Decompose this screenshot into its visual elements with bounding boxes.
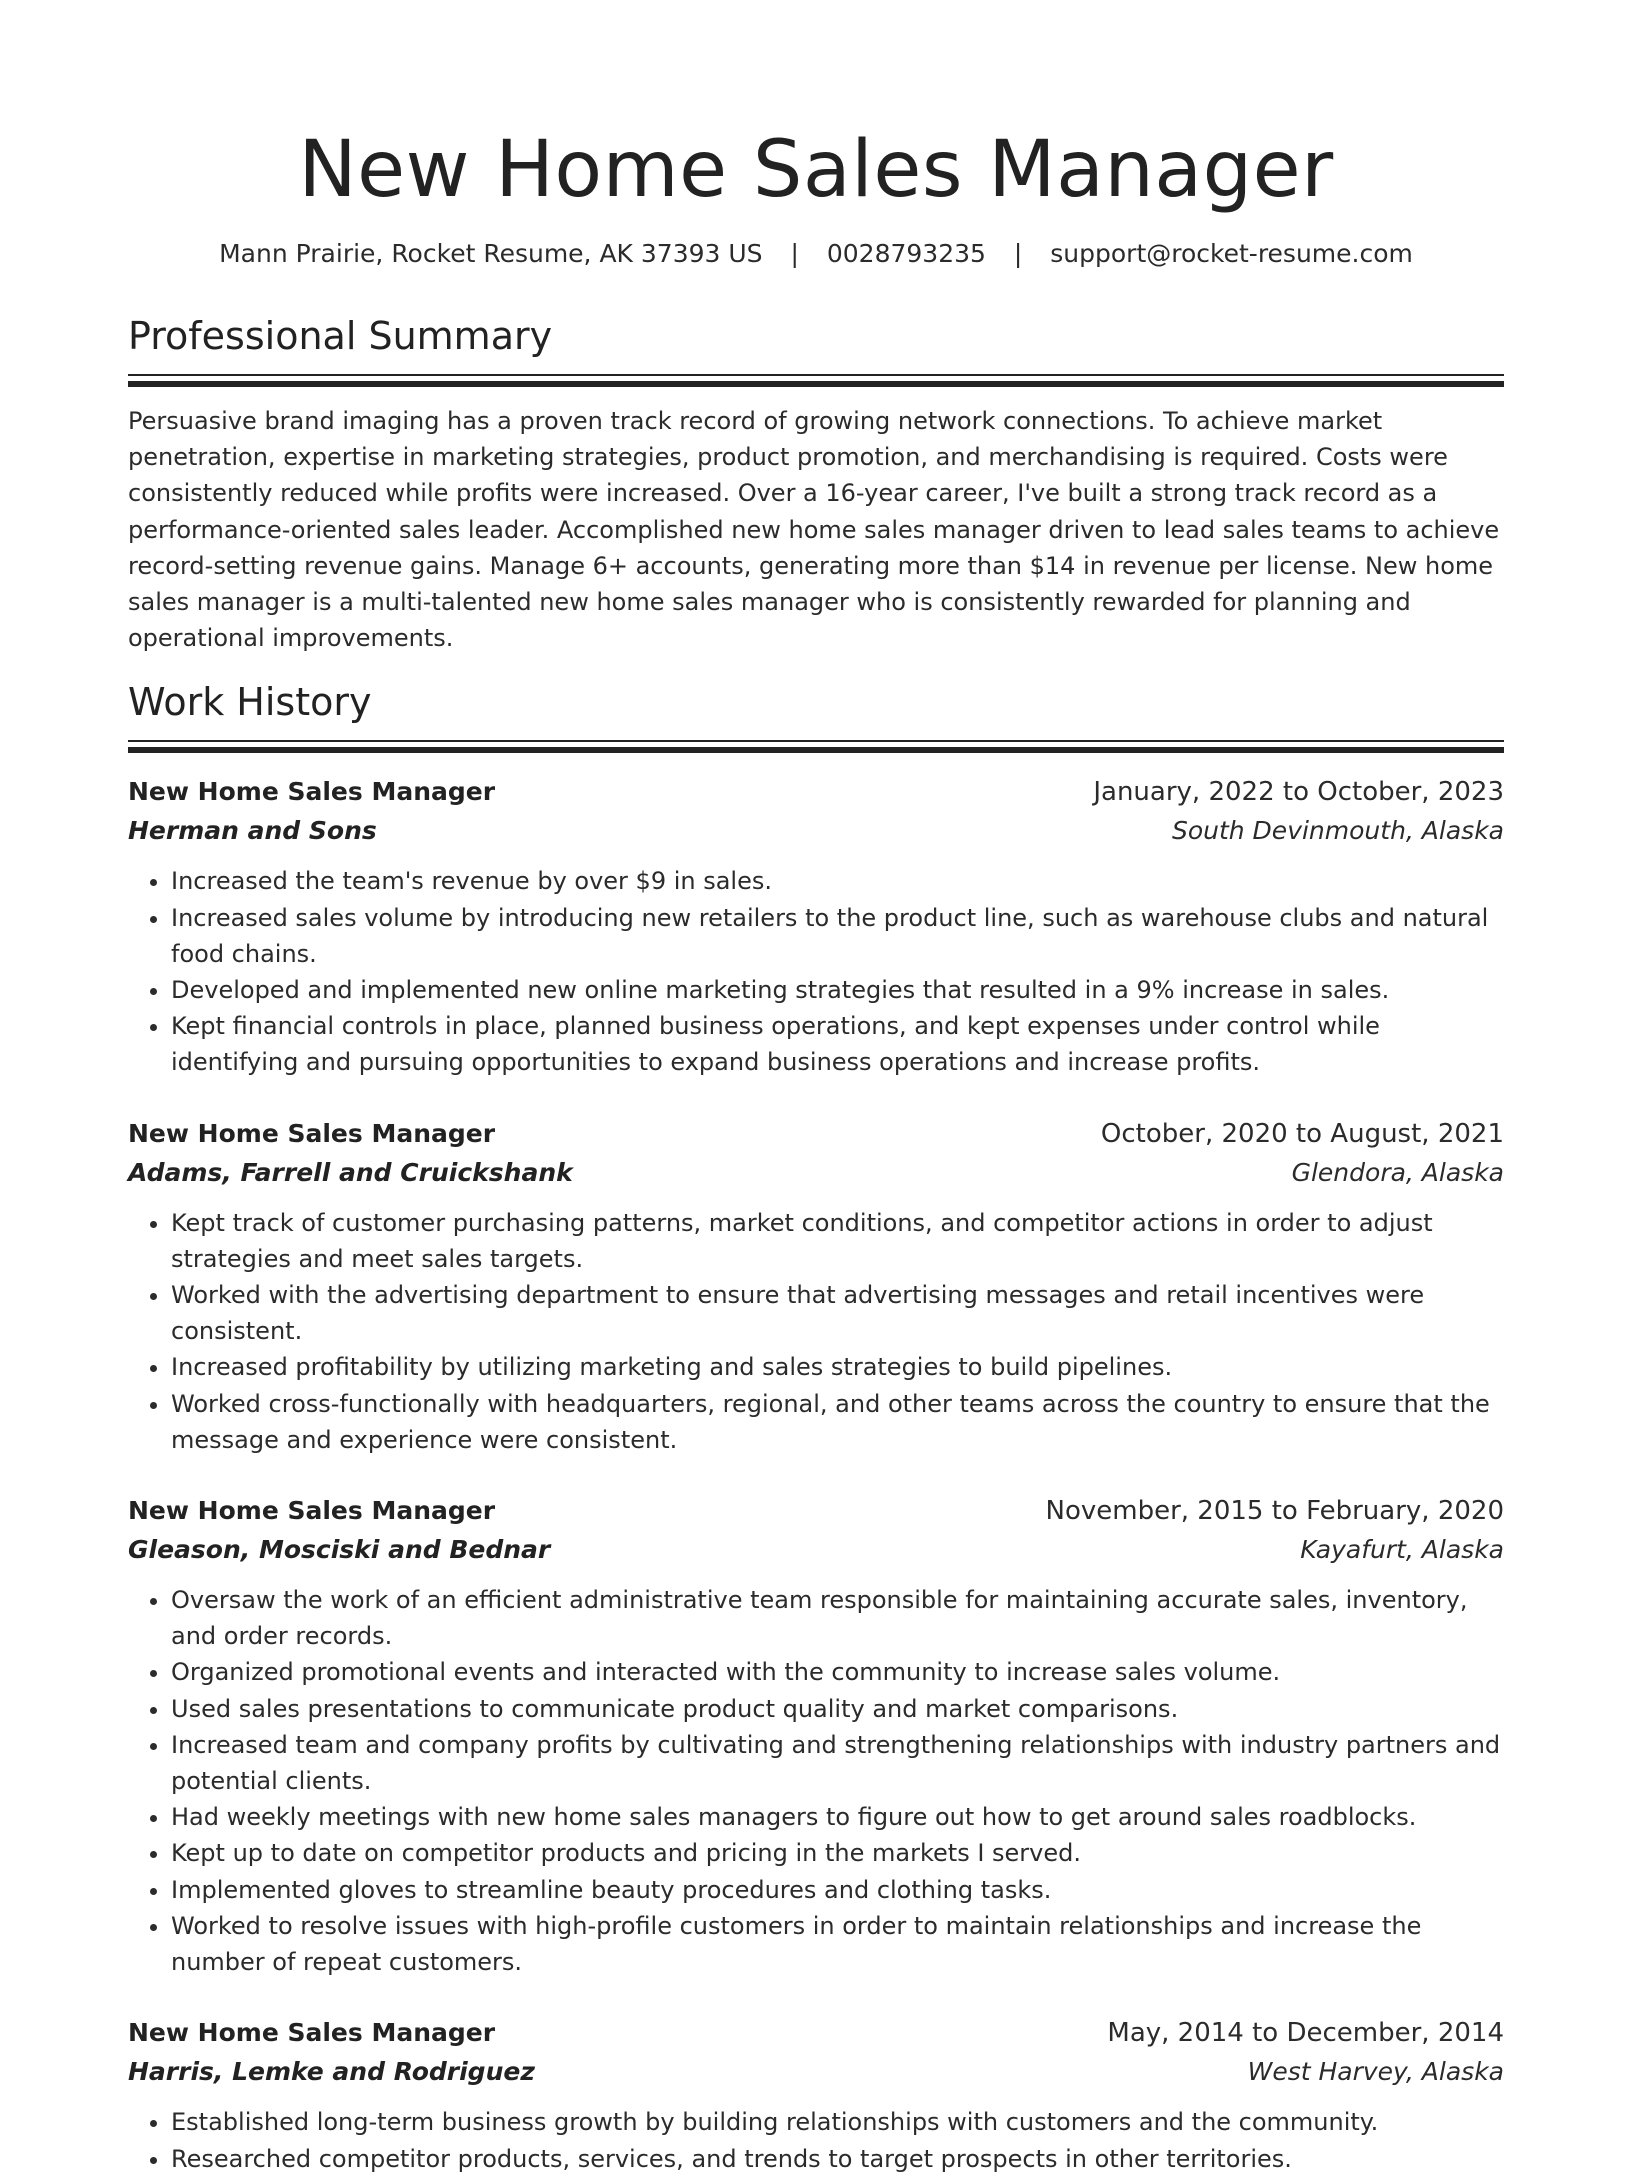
- job-entry: [128, 1492, 1504, 1980]
- job-dates: January, 2022 to October, 2023: [1093, 777, 1504, 808]
- job-location: South Devinmouth, Alaska: [1171, 816, 1504, 846]
- job-title: New Home Sales Manager: [128, 1118, 496, 1148]
- job-title: New Home Sales Manager: [128, 777, 496, 807]
- summary-text: Persuasive brand imaging has a proven track record of growing network connections. To achieve market penetration, expertise in marketing strategies, product promotion, and merchandising is required. Costs were consistently reduced while profits were increased. Over a 16-year career, I've built a strong track record as a performance-oriented sales leader. Accomplished new home sales manager driven to lead sales teams to achieve record-setting revenue gains. Manage 6+ accounts, generating more than $14 in revenue per license. New home sales manager is a multi-talented new home sales manager who is consistently rewarded for planning and operational improvements.: [128, 407, 1500, 653]
- job-bullet: • Worked to resolve issues with high-profile customers in order to maintain relationships and increase the number of repeat customers.: [171, 1908, 1504, 1980]
- contact-line: [128, 236, 1504, 272]
- job-bullet: • Kept track of customer purchasing patterns, market conditions, and competitor actions in order to adjust strategies and meet sales targets.: [171, 1205, 1504, 1277]
- job-bullet: • Implemented gloves to streamline beauty procedures and clothing tasks.: [171, 1872, 1504, 1908]
- section-title-work-history: Work History: [128, 680, 372, 725]
- job-bullet: • Increased team and company profits by cultivating and strengthening relationships with industry partners and potential clients.: [171, 1727, 1504, 1799]
- job-header-row: [128, 1115, 1504, 1153]
- section-divider: [128, 740, 1504, 753]
- job-dates: May, 2014 to December, 2014: [1107, 2018, 1504, 2049]
- job-bullet: • Worked with the advertising department to ensure that advertising messages and retail incentives were consistent.: [171, 1277, 1504, 1349]
- job-bullet-list: [128, 863, 1504, 1080]
- job-bullet: • Increased profitability by utilizing marketing and sales strategies to build pipelines.: [171, 1349, 1504, 1385]
- job-bullet: • Oversaw the work of an efficient administrative team responsible for maintaining accurate sales, inventory, and order records.: [171, 1582, 1504, 1654]
- job-company-row: [128, 811, 1504, 851]
- job-bullet: • Kept financial controls in place, planned business operations, and kept expenses under control while identifying and pursuing opportunities to expand business operations and increase profits.: [171, 1008, 1504, 1080]
- job-bullet: • Kept up to date on competitor products and pricing in the markets I served.: [171, 1835, 1504, 1871]
- job-entry: [128, 773, 1504, 1080]
- contact-address: Mann Prairie, Rocket Resume, AK 37393 US: [219, 239, 763, 268]
- contact-phone: 0028793235: [826, 239, 986, 268]
- job-location: Glendora, Alaska: [1291, 1157, 1504, 1187]
- job-bullet: • Worked cross-functionally with headquarters, regional, and other teams across the country to ensure that the message and experience were consistent.: [171, 1386, 1504, 1458]
- job-location: Kayafurt, Alaska: [1300, 1535, 1504, 1565]
- job-bullet: • Developed and implemented new online marketing strategies that resulted in a 9% increase in sales.: [171, 972, 1504, 1008]
- job-dates: October, 2020 to August, 2021: [1100, 1118, 1504, 1149]
- work-history-section: [128, 678, 1504, 2176]
- professional-summary-section: [128, 312, 1504, 656]
- job-title: New Home Sales Manager: [128, 2018, 496, 2048]
- job-title: New Home Sales Manager: [128, 1496, 496, 1526]
- job-header-row: [128, 2014, 1504, 2052]
- job-header-row: [128, 773, 1504, 811]
- job-bullet: • Increased sales volume by introducing new retailers to the product line, such as warehouse clubs and natural food chains.: [171, 900, 1504, 972]
- job-entry: [128, 2014, 1504, 2176]
- job-company: Harris, Lemke and Rodriguez: [128, 2057, 535, 2087]
- job-bullet: • Established long-term business growth by building relationships with customers and the community.: [171, 2104, 1504, 2140]
- job-company-row: [128, 1530, 1504, 1570]
- job-dates: November, 2015 to February, 2020: [1045, 1496, 1504, 1527]
- contact-separator: |: [790, 239, 799, 268]
- resume-name: New Home Sales Manager: [298, 125, 1334, 215]
- job-bullet-list: [128, 2104, 1504, 2176]
- contact-email: support@rocket-resume.com: [1050, 239, 1413, 268]
- section-divider: [128, 374, 1504, 387]
- job-bullet-list: [128, 1582, 1504, 1980]
- job-entry: [128, 1115, 1504, 1458]
- job-header-row: [128, 1492, 1504, 1530]
- contact-separator: |: [1013, 239, 1023, 268]
- job-bullet: • Used sales presentations to communicate product quality and market comparisons.: [171, 1691, 1504, 1727]
- resume-page: [128, 0, 1504, 2177]
- job-bullet-list: [128, 1205, 1504, 1458]
- job-company-row: [128, 1153, 1504, 1193]
- job-bullet: • Researched competitor products, services, and trends to target prospects in other territories.: [171, 2141, 1504, 2177]
- job-company: Gleason, Mosciski and Bednar: [128, 1535, 551, 1565]
- job-company: Herman and Sons: [128, 816, 377, 846]
- job-company: Adams, Farrell and Cruickshank: [128, 1157, 573, 1187]
- job-bullet: • Organized promotional events and interacted with the community to increase sales volume.: [171, 1654, 1504, 1690]
- job-location: West Harvey, Alaska: [1247, 2057, 1504, 2087]
- job-bullet: • Had weekly meetings with new home sales managers to figure out how to get around sales roadblocks.: [171, 1799, 1504, 1835]
- section-title-summary: Professional Summary: [128, 314, 553, 358]
- job-bullet: • Increased the team's revenue by over $9 in sales.: [171, 863, 1504, 899]
- job-company-row: [128, 2052, 1504, 2092]
